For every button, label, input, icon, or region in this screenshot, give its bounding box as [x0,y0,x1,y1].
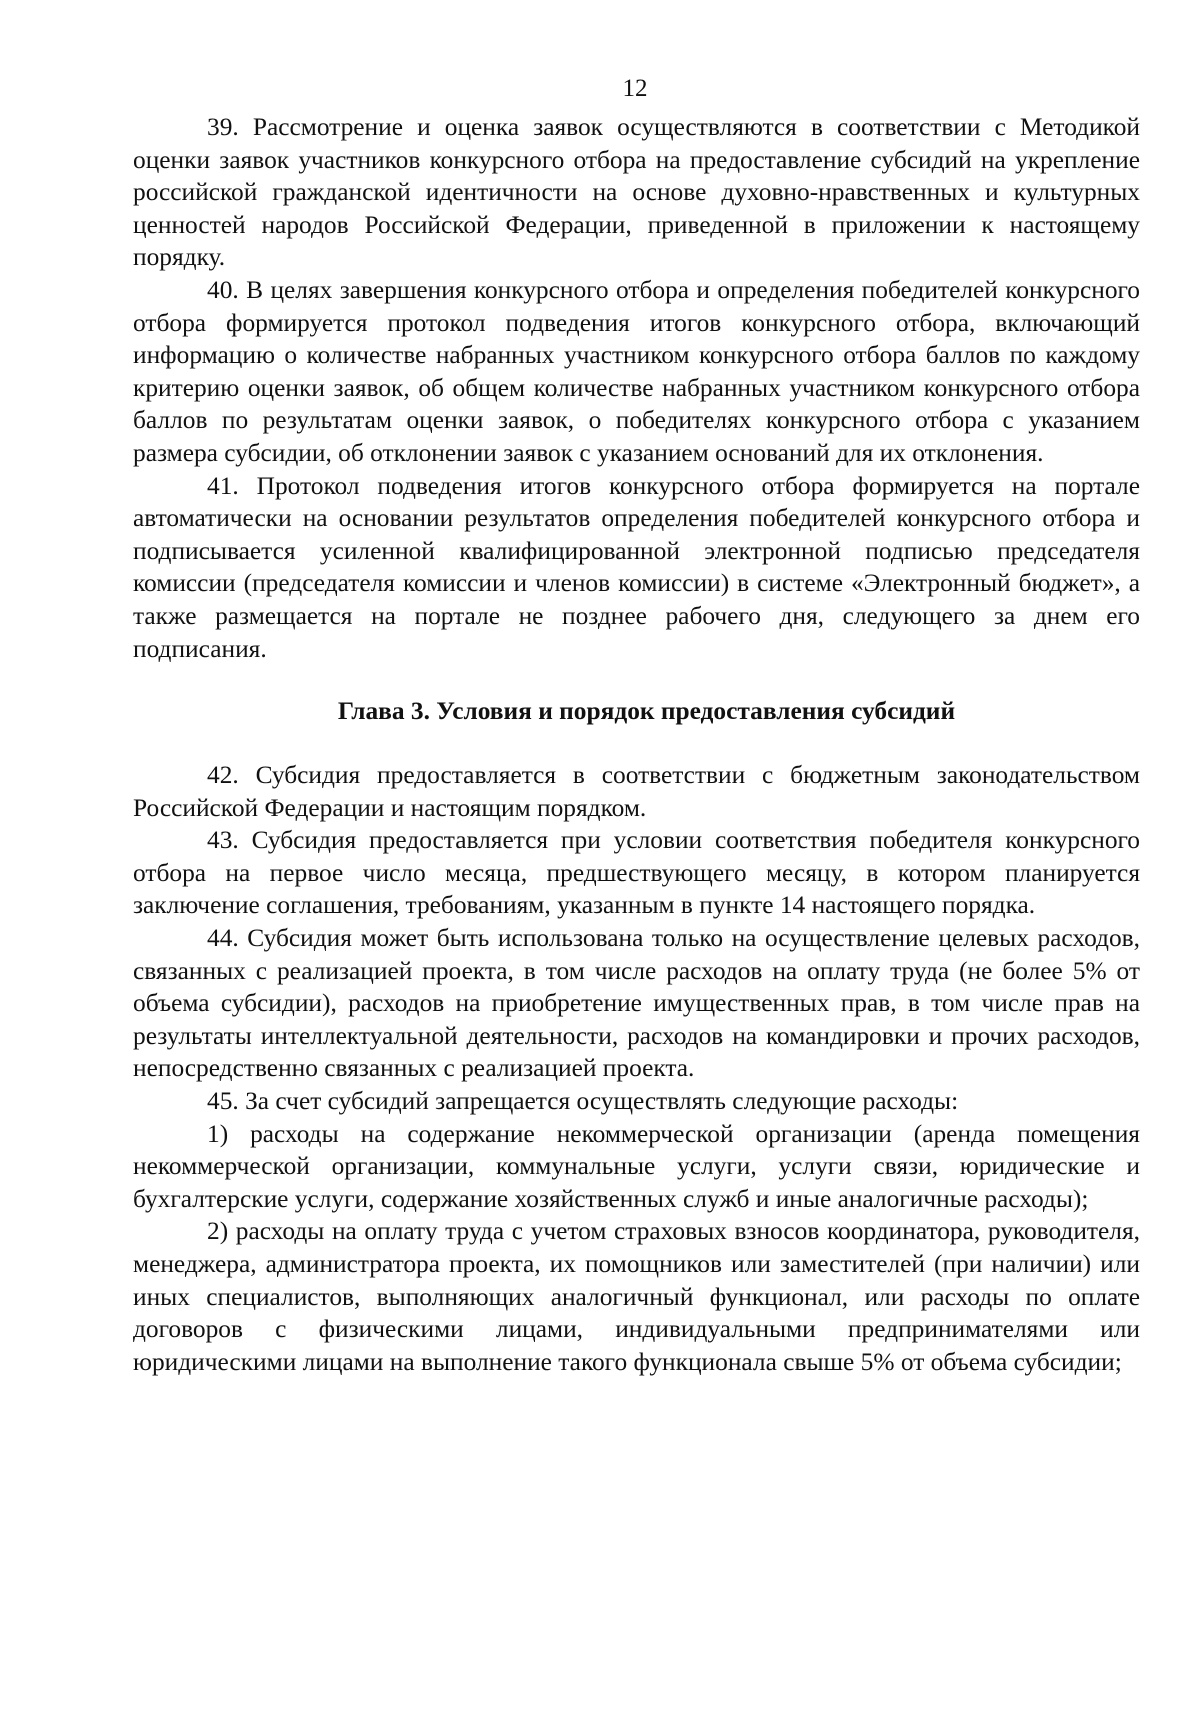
paragraph-40: 40. В целях завершения конкурсного отбора и определения победителей конкурсного отбора формируется протокол подведения итогов конкурсного отбора, включающий информацию о количестве набранных участником конкурсного отбора баллов по каждому критерию оценки заявок, об общем количестве набранных участником конкурсного отбора баллов по результатам оценки заявок, о победителях конкурсного отбора с указанием размера субсидии, об отклонении заявок с указанием оснований для их отклонения. [133,275,1140,467]
paragraph-43: 43. Субсидия предоставляется при условии соответствия победителя конкурсного отбора на первое число месяца, предшествующего месяцу, в котором планируется заключение соглашения, требованиям, указанным в пункте 14 настоящего порядка. [133,826,1140,920]
page-number: 12 [622,75,648,102]
list-item-2: 2) расходы на оплату труда с учетом страховых взносов координатора, руководителя, менеджера, администратора проекта, их помощников или заместителей (при наличии) или иных специалистов, выполняющих аналогичный функционал, или расходы по оплате договоров с физическими лицами, индивидуальными предпринимателями или юридическими лицами на выполнение такого функционала свыше 5% от объема субсидии; [133,1217,1140,1376]
document-body [133,111,1140,1378]
paragraph-44: 44. Субсидия может быть использована только на осуществление целевых расходов, связанных с реализацией проекта, в том числе расходов на оплату труда (не более 5% от объема субсидии), расходов на приобретение имущественных прав, в том числе прав на результаты интеллектуальной деятельности, расходов на командировки и прочих расходов, непосредственно связанных с реализацией проекта. [133,924,1140,1083]
chapter-heading: Глава 3. Условия и порядок предоставления субсидий [337,697,956,726]
paragraph-45: 45. За счет субсидий запрещается осуществлять следующие расходы: [207,1087,959,1116]
paragraph-39: 39. Рассмотрение и оценка заявок осуществляются в соответствии с Методикой оценки заявок участников конкурсного отбора на предоставление субсидий на укрепление российской гражданской идентичности на основе духовно-нравственных и культурных ценностей народов Российской Федерации, приведенной в приложении к настоящему порядку. [133,113,1140,272]
list-item-1: 1) расходы на содержание некоммерческой организации (аренда помещения некоммерческой организации, коммунальные услуги, услуги связи, юридические и бухгалтерские услуги, содержание хозяйственных служб и иные аналогичные расходы); [133,1119,1140,1213]
paragraph-41: 41. Протокол подведения итогов конкурсного отбора формируется на портале автоматически на основании результатов определения победителей конкурсного отбора и подписывается усиленной квалифицированной электронной подписью председателя комиссии (председателя комиссии и членов комиссии) в системе «Электронный бюджет», а также размещается на портале не позднее рабочего дня, следующего за днем его подписания. [133,471,1140,663]
paragraph-42: 42. Субсидия предоставляется в соответствии с бюджетным законодательством Российской Федерации и настоящим порядком. [133,761,1140,822]
